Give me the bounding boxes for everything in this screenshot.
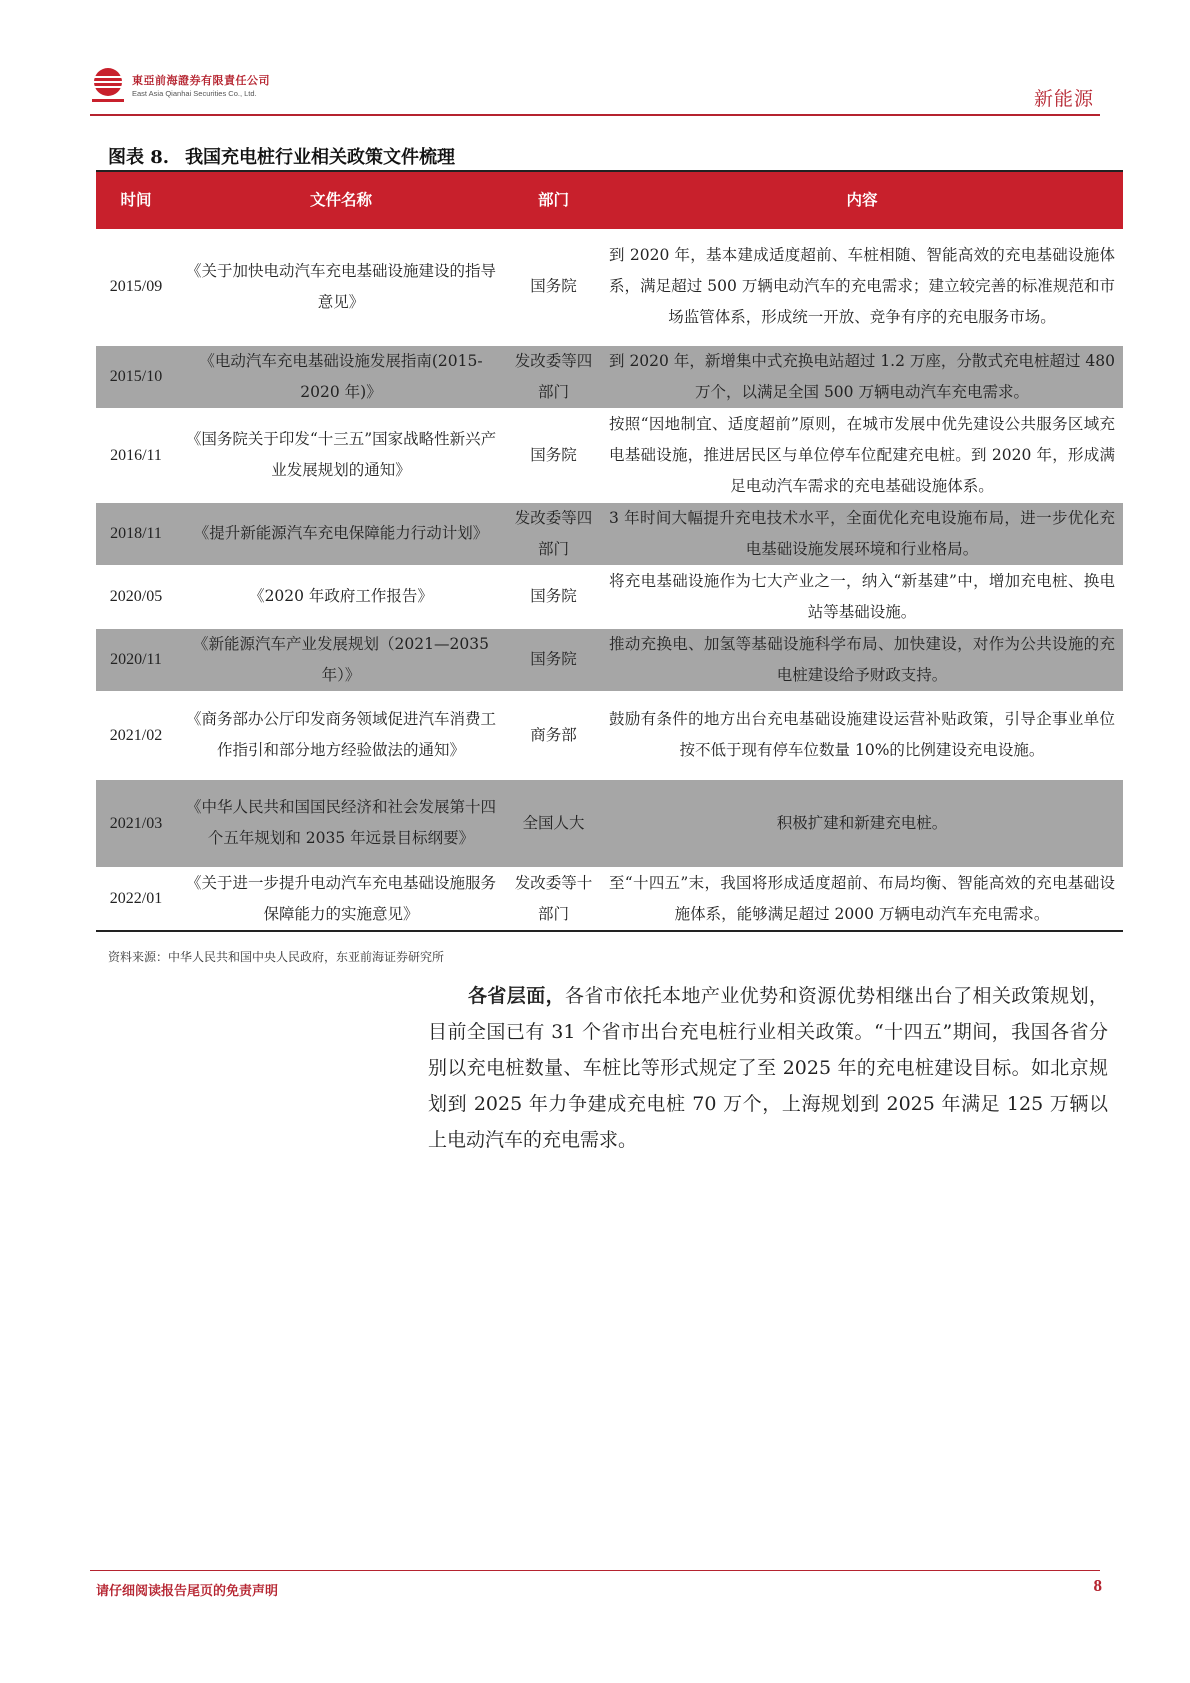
cell-name: 《关于加快电动汽车充电基础设施建设的指导意见》 [185, 261, 496, 311]
table-row [96, 565, 1123, 628]
cell-dept: 国务院 [530, 445, 577, 464]
column-header-name: 文件名称 [176, 171, 506, 229]
cell-content: 按照“因地制宜、适度超前”原则，在城市发展中优先建设公共服务区域充电基础设施，推进居民区与单位停车位配建充电桩。到 2020 年，形成满足电动汽车需求的充电基础设施体系。 [609, 414, 1115, 495]
cell-time: 2015/09 [109, 278, 163, 296]
cell-name: 《关于进一步提升电动汽车充电基础设施服务保障能力的实施意见》 [185, 873, 496, 923]
table-row [96, 502, 1123, 565]
cell-content: 3 年时间大幅提升充电技术水平，全面优化充电设施布局，进一步优化充电基础设施发展环境和行业格局。 [609, 508, 1115, 558]
column-header-time: 时间 [96, 171, 176, 229]
page-number: 8 [1093, 1576, 1102, 1595]
table-source: 资料来源：中华人民共和国中央人民政府，东亚前海证券研究所 [108, 950, 445, 964]
cell-content: 鼓励有条件的地方出台充电基础设施建设运营补贴政策，引导企事业单位按不低于现有停车位数量 10%的比例建设充电设施。 [609, 710, 1115, 759]
paragraph-lead: 各省层面， [468, 985, 566, 1007]
table-row [96, 691, 1123, 779]
cell-dept: 国务院 [530, 650, 577, 668]
cell-dept: 发改委等十部门 [514, 873, 593, 923]
cell-content: 推动充换电、加氢等基础设施科学布局、加快建设，对作为公共设施的充电桩建设给予财政支持。 [609, 634, 1115, 684]
cell-name: 《电动汽车充电基础设施发展指南(2015-2020 年)》 [199, 351, 483, 401]
company-name-en: East Asia Qianhai Securities Co., Ltd. [132, 89, 257, 98]
column-header-content: 内容 [601, 171, 1123, 229]
cell-time: 2015/10 [109, 368, 163, 385]
page-header [90, 62, 1100, 114]
table-row [96, 229, 1123, 345]
section-tag: 新能源 [1033, 88, 1094, 110]
cell-name: 《2020 年政府工作报告》 [249, 587, 433, 605]
figure-title [108, 143, 455, 169]
cell-name: 《提升新能源汽车充电保障能力行动计划》 [193, 524, 489, 542]
cell-name: 《商务部办公厅印发商务领域促进汽车消费工作指引和部分地方经验做法的通知》 [185, 710, 496, 759]
cell-content: 将充电基础设施作为七大产业之一，纳入“新基建”中，增加充电桩、换电站等基础设施。 [609, 571, 1115, 621]
figure-label: 图表 8. [108, 147, 170, 168]
footer-divider [90, 1570, 1100, 1571]
cell-content: 到 2020 年，新增集中式充换电站超过 1.2 万座，分散式充电桩超过 480 万个，以满足全国 500 万辆电动汽车充电需求。 [609, 351, 1115, 401]
table-header-row [96, 171, 1123, 229]
cell-time: 2021/02 [109, 726, 163, 744]
cell-content: 至“十四五”末，我国将形成适度超前、布局均衡、智能高效的充电基础设施体系，能够满足超过 2000 万辆电动汽车充电需求。 [609, 873, 1115, 923]
table-row [96, 345, 1123, 408]
figure-caption: 我国充电桩行业相关政策文件梳理 [185, 147, 456, 168]
table-row [96, 628, 1123, 691]
header-divider [90, 114, 1100, 116]
company-name-cn: 東亞前海證券有限責任公司 [132, 74, 270, 87]
cell-dept: 发改委等四部门 [514, 508, 593, 558]
table-row [96, 408, 1123, 502]
cell-dept: 发改委等四部门 [514, 351, 593, 401]
paragraph-text: 各省市依托本地产业优势和资源优势相继出台了相关政策规划，目前全国已有 31 个省市出台充电桩行业相关政策。“十四五”期间，我国各省分别以充电桩数量、车桩比等形式规定了至 2025 年的充电桩建设目标。如北京规划到 2025 年力争建成充电桩 70 万个，上海规划到 2025 年满足 125 万辆以上电动汽车的充电需求。 [428, 985, 1108, 1151]
cell-name: 《中华人民共和国国民经济和社会发展第十四个五年规划和 2035 年远景目标纲要》 [185, 798, 496, 847]
table-row [96, 867, 1123, 931]
cell-time: 2021/03 [109, 814, 163, 832]
table-row [96, 779, 1123, 867]
cell-dept: 国务院 [530, 587, 577, 605]
cell-content: 到 2020 年，基本建成适度超前、车桩相随、智能高效的充电基础设施体系，满足超过 500 万辆电动汽车的充电需求；建立较完善的标准规范和市场监管体系，形成统一开放、竞争有序的充电服务市场。 [609, 246, 1115, 327]
column-header-dept: 部门 [506, 171, 601, 229]
cell-time: 2020/11 [110, 651, 162, 668]
cell-name: 《新能源汽车产业发展规划（2021—2035 年）》 [193, 634, 489, 684]
footer-disclaimer: 请仔细阅读报告尾页的免责声明 [96, 1584, 279, 1599]
cell-time: 2020/05 [109, 588, 163, 605]
body-paragraph [428, 978, 1108, 1158]
company-logo-icon [90, 66, 126, 106]
cell-dept: 全国人大 [522, 813, 585, 832]
cell-time: 2018/11 [110, 525, 162, 542]
cell-dept: 商务部 [530, 725, 577, 744]
cell-content: 积极扩建和新建充电桩。 [776, 813, 948, 832]
cell-dept: 国务院 [530, 277, 577, 296]
policy-table [96, 170, 1123, 932]
cell-name: 《国务院关于印发“十三五”国家战略性新兴产业发展规划的通知》 [185, 430, 497, 479]
cell-time: 2016/11 [110, 446, 162, 464]
cell-time: 2022/01 [109, 890, 163, 907]
